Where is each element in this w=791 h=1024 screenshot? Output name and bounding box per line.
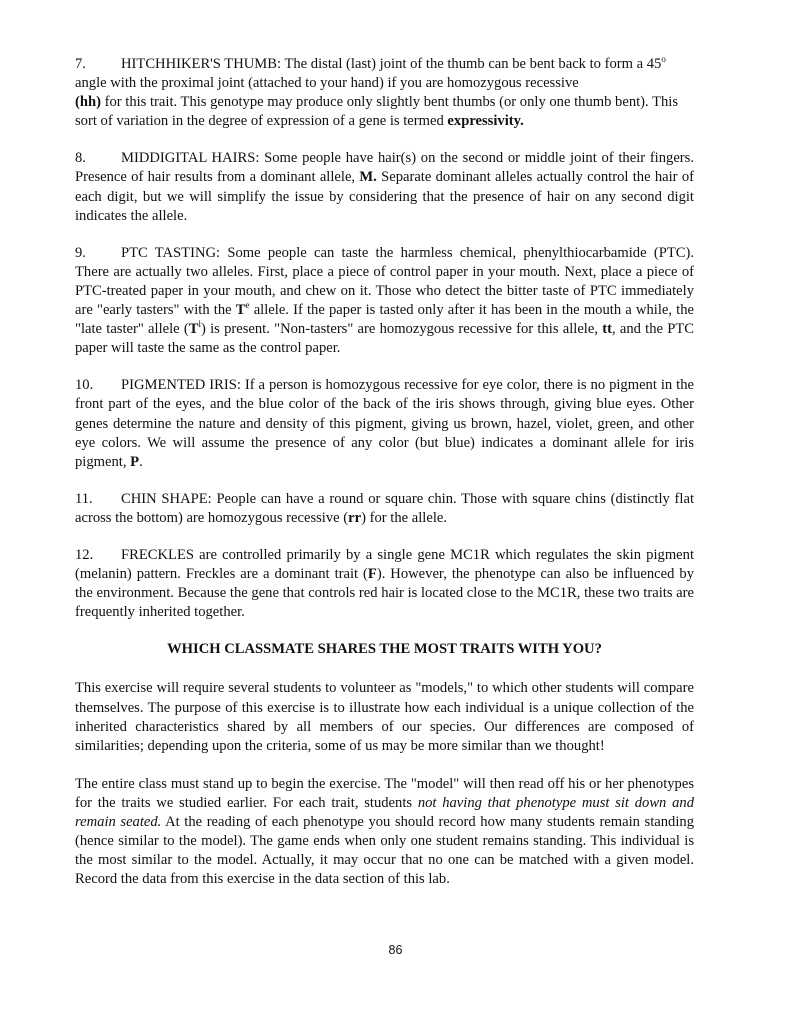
document-page [75, 55, 694, 908]
trait-middigital-hairs: 8. MIDDIGITAL HAIRS: Some people have hair(s) on the second or middle joint of their fingers. Presence of hair results from a dominant allele, M. Separate dominant alleles actually control the hair of each digit, but we will simplify the issue by considering that the presence of hair on any second digit indicates the allele. [75, 150, 694, 224]
term-expressivity: expressivity. [447, 113, 524, 130]
item-title: PTC TASTING: [121, 244, 221, 261]
trait-freckles: 12. FRECKLES are controlled primarily by a single gene MC1R which regulates the skin pigment (melanin) pattern. Freckles are a dominant trait (F). However, the phenotype can also be influenced by the environment. Because the gene that controls red hair is located close to the MC1R, these two traits are frequently inherited together. [75, 546, 694, 621]
item-title: HITCHHIKER'S THUMB: [121, 56, 282, 72]
item-number: 12. [75, 546, 94, 563]
item-number: 10. [75, 377, 94, 394]
page-number: 86 [388, 943, 403, 957]
genotype-tt: tt [602, 321, 612, 338]
emphasis-sit-down: not having that phenotype must sit down and remain seated. [75, 794, 694, 830]
item-number: 8. [75, 150, 86, 167]
genotype-hh: (hh) [75, 94, 101, 111]
instructions-paragraph: The entire class must stand up to begin the exercise. The "model" will then read off his or her phenotypes for the traits we studied earlier. For each trait, students not having that phenotype must sit down and remain seated. At the reading of each phenotype you should record how many students remain standing (hence similar to the model). The game ends when only one student remains standing. This individual is the most similar to the model. Actually, it may occur that no one can be matched with a given model. Record the data from this exercise in the data section of this lab. [75, 775, 694, 888]
item-number: 7. [75, 56, 86, 72]
item-title: FRECKLES [121, 546, 194, 563]
trait-chin-shape: 11. CHIN SHAPE: People can have a round or square chin. Those with square chins (distinctly flat across the bottom) are homozygous recessive (rr) for the allele. [75, 490, 694, 526]
allele-tl: T [188, 321, 199, 338]
trait-hitchhikers-thumb: 7. HITCHHIKER'S THUMB: The distal (last) joint of the thumb can be bent back to form a 45$^o$ angle with the proximal joint (attached to your hand) if you are homozygous recessive (hh) for this trait. This genotype may produce only slightly bent thumbs (or only one thumb bent). This sort of variation in the degree of expression of a gene is termed expressivity. [75, 54, 679, 130]
item-number: 11. [75, 490, 93, 507]
item-title: PIGMENTED IRIS: [121, 377, 241, 394]
intro-paragraph: This exercise will require several students to volunteer as "models," to which other students will compare themselves. The purpose of this exercise is to illustrate how each individual is a unique collection of the inherited characteristics shared by all members of our species. Our differences are composed of similarities; depending upon the criteria, some of us may be more similar than we thought! [75, 680, 694, 754]
trait-pigmented-iris: 10. PIGMENTED IRIS: If a person is homozygous recessive for eye color, there is no pigment in the front part of the eyes, and the blue color of the back of the iris shows through, giving blue eyes. Other genes determine the nature and density of this pigment, giving us brown, hazel, violet, green, and other eye colors. We will assume the presence of any color (but blue) indicates a dominant allele for iris pigment, P. [75, 377, 695, 470]
item-title: CHIN SHAPE: [121, 490, 212, 507]
allele-te: T [235, 302, 246, 319]
trait-ptc-tasting: 9. PTC TASTING: Some people can taste the harmless chemical, phenylthiocarbamide (PTC). There are actually two alleles. First, place a piece of control paper in your mouth. Next, place a piece of PTC-treated paper in your mouth, and chew on it. Those who detect the bitter taste of PTC immediately are "early tasters" with the $T^e$ allele. If the paper is tasted only after it has been in the mouth a while, the "late taster" allele $(T^l)$ is present. "Non-tasters" are homozygous recessive for this allele, tt, and the PTC paper will taste the same as the control paper. [75, 244, 695, 357]
item-title: MIDDIGITAL HAIRS: [121, 150, 260, 167]
allele-m: M. [359, 169, 377, 186]
genotype-rr: rr [348, 509, 362, 526]
item-number: 9. [75, 244, 86, 261]
allele-f: F [367, 566, 377, 583]
allele-p: P [130, 453, 140, 470]
section-heading: WHICH CLASSMATE SHARES THE MOST TRAITS WITH YOU? [167, 641, 602, 658]
